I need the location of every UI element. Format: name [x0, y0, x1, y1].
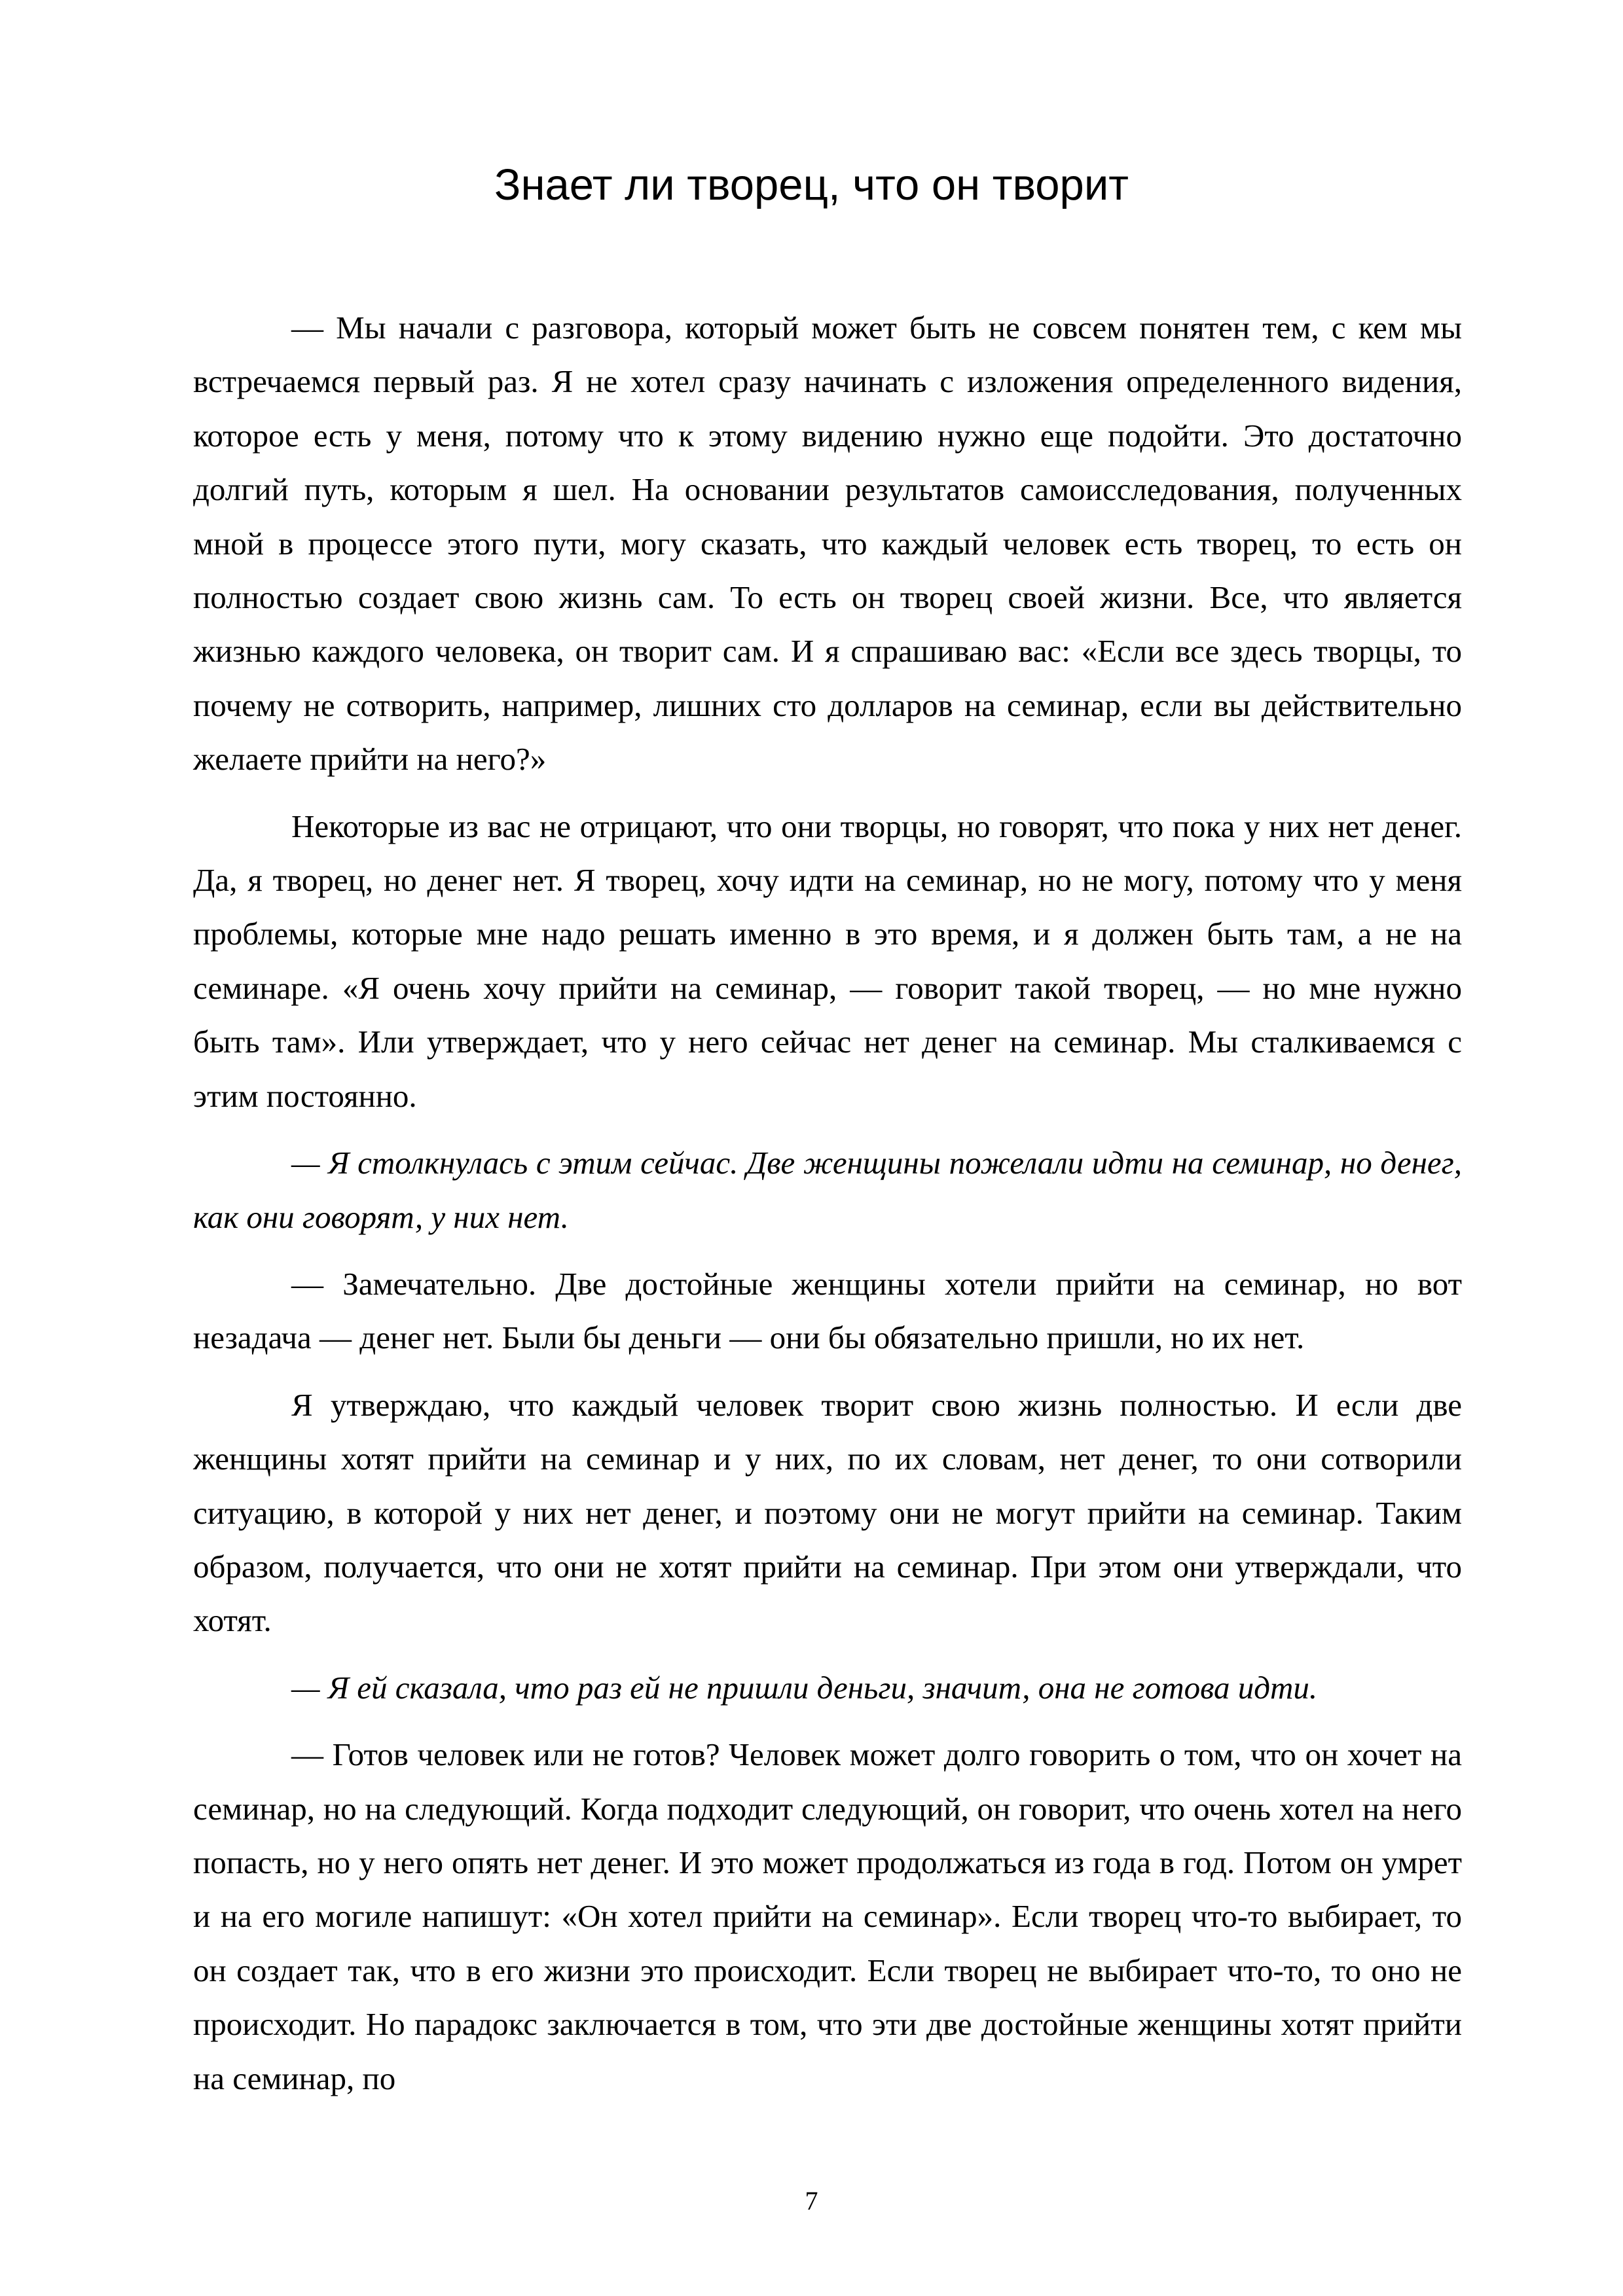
paragraph-7: — Готов человек или не готов? Человек может долго говорить о том, что он хочет на семинар, но на следующий. Когда подходит следующий, он говорит, что очень хотел на него попасть, но у него опять нет денег. И это может продолжаться из года в год. Потом он умрет и на его могиле напишут: «Он хотел прийти на семинар». Если творец что-то выбирает, то он создает так, что в его жизни это происходит. Если творец не выбирает что-то, то оно не происходит. Но парадокс заключается в том, что эти две достойные женщины хотят прийти на семинар, по [193, 1736, 1462, 2096]
paragraph-3-question: — Я столкнулась с этим сейчас. Две женщины пожелали идти на семинар, но денег, как они говорят, у них нет. [193, 1145, 1462, 1235]
paragraph-5: Я утверждаю, что каждый человек творит свою жизнь полностью. И если две женщины хотят прийти на семинар и у них, по их словам, нет денег, то они сотворили ситуацию, в которой у них нет денег, и поэтому они не могут прийти на семинар. Таким образом, получается, что они не хотят прийти на семинар. При этом они утверждали, что хотят. [193, 1386, 1462, 1639]
paragraph-1: — Мы начали с разговора, который может быть не совсем понятен тем, с кем мы встречаемся первый раз. Я не хотел сразу начинать с изложения определенного видения, которое есть у меня, потому что к этому видению нужно еще подойти. Это достаточно долгий путь, которым я шел. На основании результатов самоисследования, полученных мной в процессе этого пути, могу сказать, что каждый человек есть творец, то есть он полностью создает свою жизнь сам. То есть он творец своей жизни. Все, что является жизнью каждого человека, он творит сам. И я спрашиваю вас: «Если все здесь творцы, то почему не сотворить, например, лишних сто долларов на семинар, если вы действительно желаете прийти на него?» [193, 310, 1462, 778]
chapter-title: Знает ли творец, что он творит [494, 160, 1129, 209]
page-number: 7 [805, 2186, 818, 2215]
paragraph-2: Некоторые из вас не отрицают, что они творцы, но говорят, что пока у них нет денег. Да, я творец, но денег нет. Я творец, хочу идти на семинар, но не могу, потому что у меня проблемы, которые мне надо решать именно в это время, и я должен быть там, а не на семинаре. «Я очень хочу прийти на семинар, — говорит такой творец, — но мне нужно быть там». Или утверждает, что у него сейчас нет денег на семинар. Мы сталкиваемся с этим постоянно. [193, 808, 1462, 1114]
paragraph-6-question: — Я ей сказала, что раз ей не пришли деньги, значит, она не готова идти. [291, 1669, 1318, 1706]
body-text [193, 301, 1462, 2119]
paragraph-4: — Замечательно. Две достойные женщины хотели прийти на семинар, но вот незадача — денег нет. Были бы деньги — они бы обязательно пришли, но их нет. [193, 1265, 1462, 1356]
